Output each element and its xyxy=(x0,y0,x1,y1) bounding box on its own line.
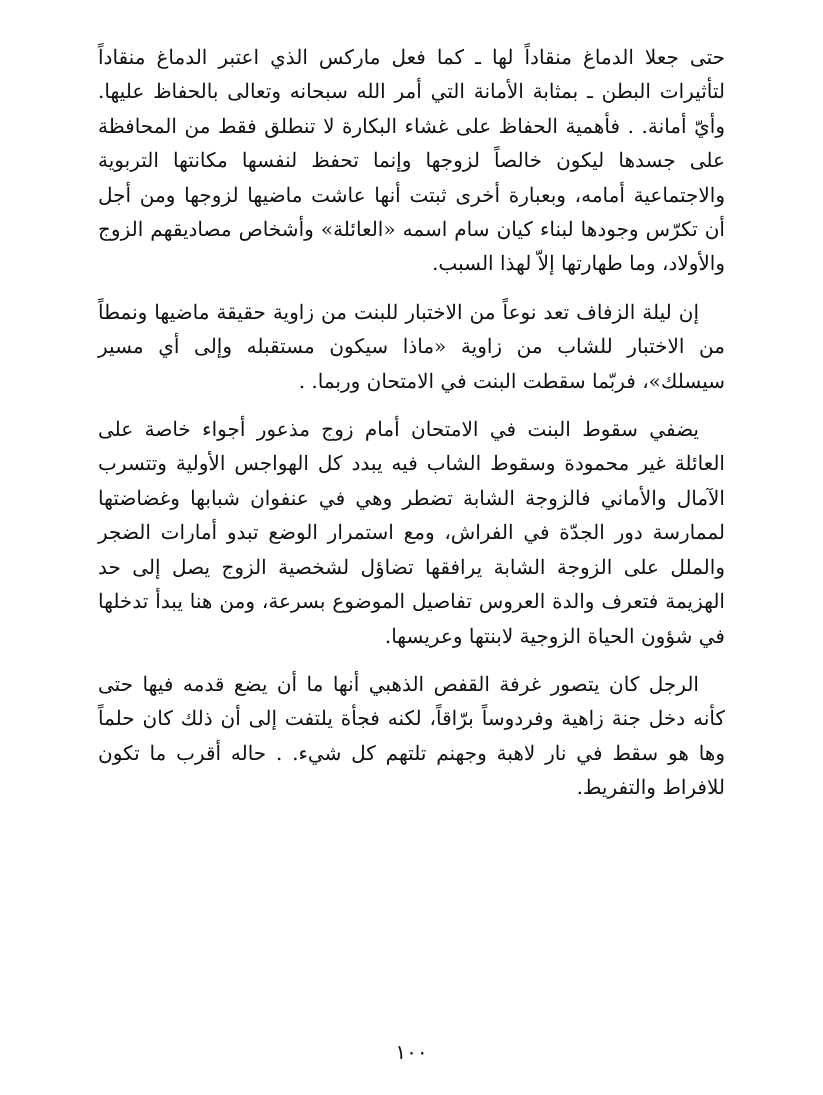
paragraph-4: الرجل كان يتصور غرفة القفص الذهبي أنها ما أن يضع قدمه فيها حتى كأنه دخل جنة زاهية وفردوساً برّاقاً، لكنه فجأة يلتفت إلى أن ذلك كان حلماً وها هو سقط في نار لاهبة وجهنم تلتهم كل شيء. . حاله أقرب ما تكون للافراط والتفريط. xyxy=(98,671,725,800)
body-text xyxy=(98,40,725,819)
paragraph-2: إن ليلة الزفاف تعد نوعاً من الاختبار للبنت من زاوية حقيقة ماضيها ونمطاً من الاختبار للشاب من زاوية «ماذا سيكون مستقبله وإلى أي مسير سيسلك»، فربّما سقطت البنت في الامتحان وربما. . xyxy=(98,299,725,393)
paragraph-1: حتى جعلا الدماغ منقاداً لها ـ كما فعل ماركس الذي اعتبر الدماغ منقاداً لتأثيرات البطن ـ بمثابة الأمانة التي أمر الله سبحانه وتعالى بالحفاظ عليها. وأيّ أمانة. . فأهمية الحفاظ على غشاء البكارة لا تنطلق فقط من المحافظة على جسدها ليكون خالصاً لزوجها وإنما تحفظ لنفسها مكانتها التربوية والاجتماعية أمامه، وبعبارة أخرى ثبتت أنها عاشت ماضيها لزوجها ومن أجل أن تكرّس وجودها لبناء كيان سام اسمه «العائلة» وأشخاص مصاديقهم الزوج والأولاد، وما طهارتها إلاّ لهذا السبب. xyxy=(98,45,725,276)
paragraph-3: يضفي سقوط البنت في الامتحان أمام زوج مذعور أجواء خاصة على العائلة غير محمودة وسقوط الشاب فيه يبدد كل الهواجس الأولية وتتسرب الآمال والأماني فالزوجة الشابة تضطر وهي في عنفوان شبابها وغضاضتها لممارسة دور الجدّة في الفراش، ومع استمرار الوضع تبدو أمارات الضجر والملل على الزوجة الشابة يرافقها تضاؤل لشخصية الزوج يصل إلى حد الهزيمة فتعرف والدة العروس تفاصيل الموضوع بسرعة، ومن هنا يبدأ تدخلها في شؤون الحياة الزوجية لابنتها وعريسها. xyxy=(98,417,725,648)
page-number: ١٠٠ xyxy=(395,1040,428,1064)
